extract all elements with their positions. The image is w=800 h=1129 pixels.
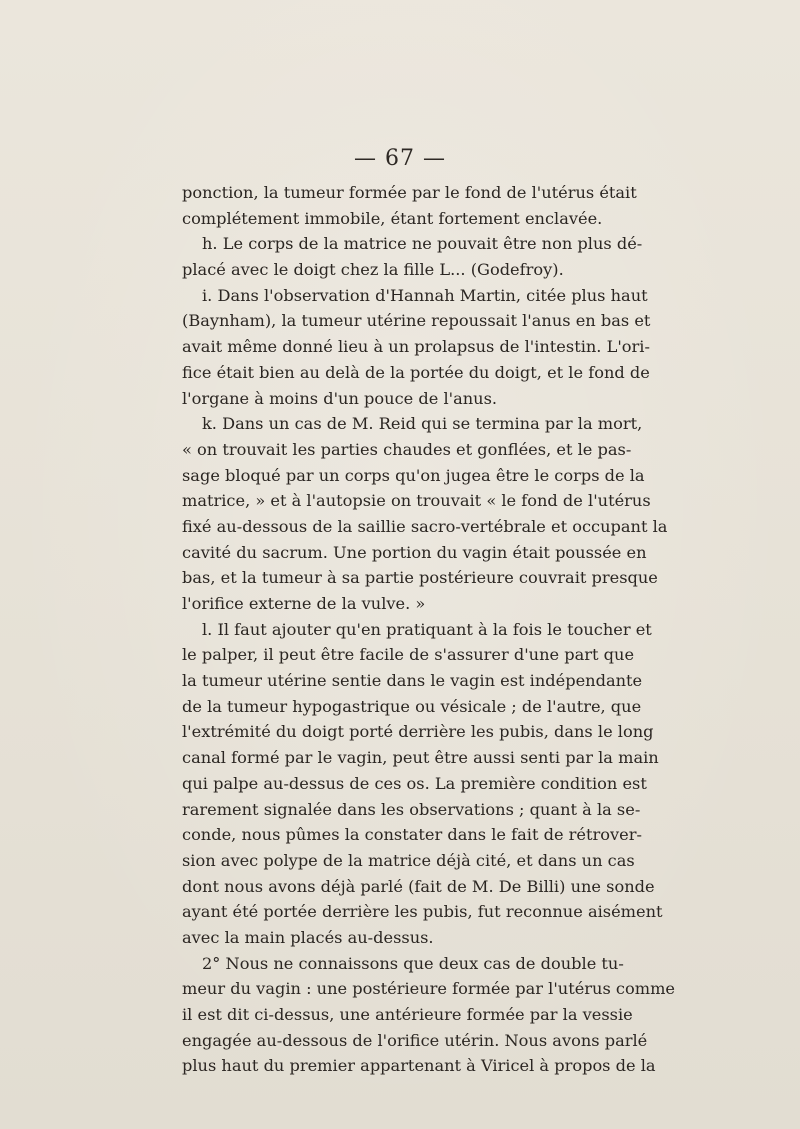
- text-line: conde, nous pûmes la constater dans le fait de rétrover-: [182, 825, 642, 845]
- text-line: placé avec le doigt chez la fille L... (Godefroy).: [182, 260, 564, 280]
- body-text: [182, 180, 676, 1079]
- text-line: il est dit ci-dessus, une antérieure formée par la vessie: [182, 1005, 633, 1024]
- text-line: k. Dans un cas de M. Reid qui se termina par la mort,: [202, 414, 643, 434]
- text-line: le palper, il peut être facile de s'assurer d'une part que: [182, 645, 635, 665]
- text-line: « on trouvait les parties chaudes et gonflées, et le pas-: [182, 439, 632, 459]
- text-line: l'extrémité du doigt porté derrière les pubis, dans le long: [182, 722, 654, 742]
- text-line: dont nous avons déjà parlé (fait de M. De Billi) une sonde: [182, 876, 655, 896]
- text-line: meur du vagin : une postérieure formée par l'utérus comme: [182, 979, 676, 999]
- text-line: avait même donné lieu à un prolapsus de l'intestin. L'ori-: [182, 337, 650, 357]
- page-number: — 67 —: [354, 146, 446, 171]
- text-line: canal formé par le vagin, peut être aussi senti par la main: [182, 748, 659, 768]
- text-line: h. Le corps de la matrice ne pouvait être non plus dé-: [202, 234, 643, 254]
- text-line: fixé au-dessous de la saillie sacro-vertébrale et occupant la: [182, 516, 668, 536]
- text-line: la tumeur utérine sentie dans le vagin est indépendante: [182, 671, 643, 691]
- text-line: sion avec polype de la matrice déjà cité, et dans un cas: [182, 850, 635, 870]
- text-line: complétement immobile, étant fortement enclavée.: [182, 208, 603, 228]
- text-line: avec la main placés au-dessus.: [182, 927, 434, 947]
- text-line: plus haut du premier appartenant à Viricel à propos de la: [182, 1056, 656, 1076]
- text-line: sage bloqué par un corps qu'on jugea être le corps de la: [182, 465, 645, 485]
- text-line: matrice, » et à l'autopsie on trouvait « le fond de l'utérus: [182, 491, 651, 511]
- text-line: fice était bien au delà de la portée du doigt, et le fond de: [182, 362, 650, 382]
- text-line: l'organe à moins d'un pouce de l'anus.: [182, 388, 498, 408]
- text-line: 2° Nous ne connaissons que deux cas de double tu-: [202, 953, 624, 973]
- text-line: ayant été portée derrière les pubis, fut reconnue aisément: [182, 902, 663, 922]
- text-line: engagée au-dessous de l'orifice utérin. Nous avons parlé: [182, 1030, 648, 1050]
- text-line: l'orifice externe de la vulve. »: [182, 594, 426, 613]
- text-line: ponction, la tumeur formée par le fond de l'utérus était: [182, 183, 637, 202]
- text-line: qui palpe au-dessus de ces os. La première condition est: [182, 773, 647, 793]
- text-line: l. Il faut ajouter qu'en pratiquant à la fois le toucher et: [202, 619, 652, 639]
- text-line: (Baynham), la tumeur utérine repoussait l'anus en bas et: [182, 311, 651, 331]
- text-line: de la tumeur hypogastrique ou vésicale ; de l'autre, que: [182, 696, 642, 716]
- text-line: bas, et la tumeur à sa partie postérieure couvrait presque: [182, 568, 658, 588]
- text-line: rarement signalée dans les observations ; quant à la se-: [182, 799, 641, 819]
- text-line: cavité du sacrum. Une portion du vagin était poussée en: [182, 542, 647, 562]
- text-line: i. Dans l'observation d'Hannah Martin, citée plus haut: [202, 285, 648, 305]
